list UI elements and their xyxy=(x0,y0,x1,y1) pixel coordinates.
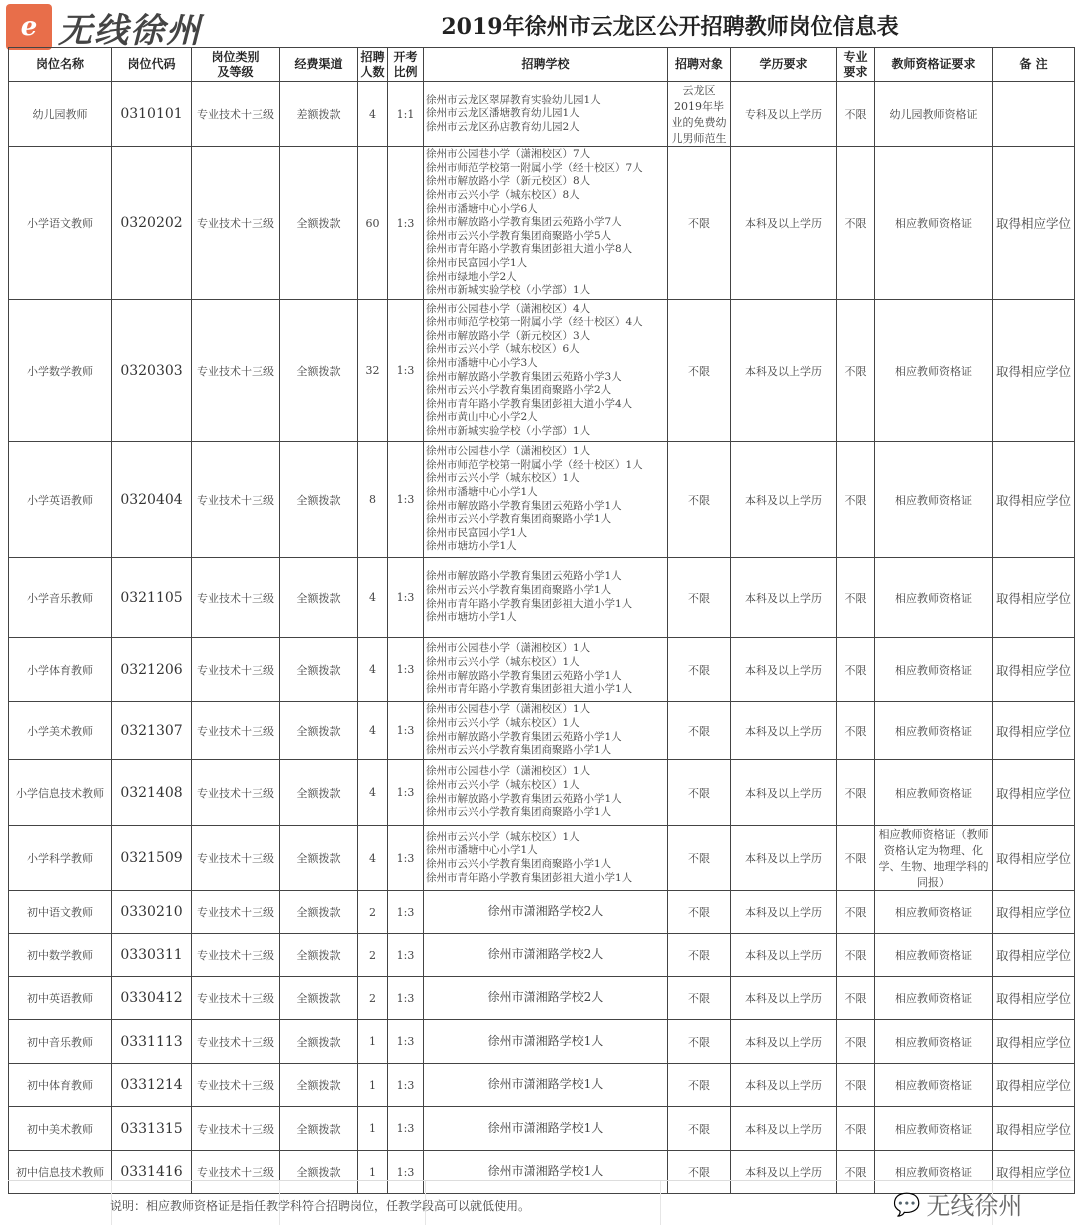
cell-hire-count: 1 xyxy=(358,1151,388,1194)
cell-category: 专业技术十三级 xyxy=(192,638,280,702)
cell-major: 不限 xyxy=(837,300,875,442)
cell-schools xyxy=(424,82,668,147)
cell-position-code: 0320303 xyxy=(112,300,192,442)
cell-target: 云龙区2019年毕业的免费幼儿男师范生 xyxy=(668,82,731,147)
cell-education: 本科及以上学历 xyxy=(731,1064,837,1107)
school-item: 徐州市云兴小学（城东校区）8人 xyxy=(426,189,580,202)
cell-position-name: 小学音乐教师 xyxy=(9,558,112,638)
cell-category: 专业技术十三级 xyxy=(192,82,280,147)
cell-note xyxy=(993,82,1075,147)
school-item: 徐州市云兴小学（城东校区）1人 xyxy=(426,778,580,791)
cell-exam-ratio: 1:3 xyxy=(388,977,424,1020)
cell-schools xyxy=(424,147,668,300)
school-item: 徐州市云兴小学（城东校区）1人 xyxy=(426,830,580,843)
table-row xyxy=(9,300,1075,442)
school-item: 徐州市云兴小学教育集团商聚路小学5人 xyxy=(426,229,612,242)
cell-funding: 全额拨款 xyxy=(280,1020,358,1064)
cell-position-code: 0330412 xyxy=(112,977,192,1020)
cell-schools xyxy=(424,934,668,977)
cell-hire-count: 4 xyxy=(358,638,388,702)
cell-note: 取得相应学位 xyxy=(993,977,1075,1020)
cell-funding: 差额拨款 xyxy=(280,82,358,147)
column-header: 专业 要求 xyxy=(837,48,875,82)
cell-exam-ratio: 1:3 xyxy=(388,1064,424,1107)
cell-funding: 全额拨款 xyxy=(280,826,358,891)
cell-position-code: 0331416 xyxy=(112,1151,192,1194)
cell-position-code: 0331113 xyxy=(112,1020,192,1064)
cell-funding: 全额拨款 xyxy=(280,442,358,558)
cell-position-code: 0330311 xyxy=(112,934,192,977)
cell-major: 不限 xyxy=(837,558,875,638)
cell-certificate: 幼儿园教师资格证 xyxy=(875,82,993,147)
cell-hire-count: 1 xyxy=(358,1107,388,1151)
cell-category: 专业技术十三级 xyxy=(192,1020,280,1064)
cell-education: 本科及以上学历 xyxy=(731,1151,837,1194)
table-row xyxy=(9,1064,1075,1107)
cell-major: 不限 xyxy=(837,1020,875,1064)
school-item: 徐州市潘塘中心小学6人 xyxy=(426,202,538,215)
cell-note: 取得相应学位 xyxy=(993,1064,1075,1107)
cell-exam-ratio: 1:3 xyxy=(388,300,424,442)
cell-major: 不限 xyxy=(837,891,875,934)
cell-schools xyxy=(424,1064,668,1107)
cell-position-name: 小学体育教师 xyxy=(9,638,112,702)
cell-hire-count: 4 xyxy=(358,82,388,147)
cell-note: 取得相应学位 xyxy=(993,891,1075,934)
cell-hire-count: 8 xyxy=(358,442,388,558)
cell-hire-count: 2 xyxy=(358,977,388,1020)
school-item: 徐州市塘坊小学1人 xyxy=(426,611,517,624)
cell-target: 不限 xyxy=(668,760,731,826)
cell-certificate: 相应教师资格证 xyxy=(875,1064,993,1107)
cell-funding: 全额拨款 xyxy=(280,760,358,826)
column-header: 岗位名称 xyxy=(9,48,112,82)
cell-position-name: 初中体育教师 xyxy=(9,1064,112,1107)
cell-target: 不限 xyxy=(668,1064,731,1107)
school-item: 徐州市云龙区孙店教育幼儿园2人 xyxy=(426,120,580,133)
cell-note: 取得相应学位 xyxy=(993,558,1075,638)
cell-education: 本科及以上学历 xyxy=(731,1107,837,1151)
school-item: 徐州市潇湘路学校2人 xyxy=(487,947,604,962)
table-row xyxy=(9,934,1075,977)
cell-schools xyxy=(424,442,668,558)
cell-category: 专业技术十三级 xyxy=(192,147,280,300)
school-item: 徐州市云兴小学（城东校区）1人 xyxy=(426,472,580,485)
page-title: 2019年徐州市云龙区公开招聘教师岗位信息表 xyxy=(441,14,899,40)
cell-exam-ratio: 1:3 xyxy=(388,1020,424,1064)
school-item: 徐州市潇湘路学校1人 xyxy=(487,1033,604,1048)
cell-exam-ratio: 1:3 xyxy=(388,1107,424,1151)
cell-position-code: 0321206 xyxy=(112,638,192,702)
cell-major: 不限 xyxy=(837,1151,875,1194)
cell-hire-count: 1 xyxy=(358,1064,388,1107)
cell-category: 专业技术十三级 xyxy=(192,1107,280,1151)
school-item: 徐州市解放路小学（新元校区）8人 xyxy=(426,175,591,188)
cell-note: 取得相应学位 xyxy=(993,934,1075,977)
cell-exam-ratio: 1:3 xyxy=(388,702,424,760)
cell-category: 专业技术十三级 xyxy=(192,977,280,1020)
cell-target: 不限 xyxy=(668,1020,731,1064)
cell-exam-ratio: 1:3 xyxy=(388,558,424,638)
cell-schools xyxy=(424,702,668,760)
cell-schools xyxy=(424,1020,668,1064)
cell-funding: 全额拨款 xyxy=(280,977,358,1020)
cell-position-code: 0320404 xyxy=(112,442,192,558)
cell-funding: 全额拨款 xyxy=(280,300,358,442)
school-item: 徐州市云兴小学（城东校区）1人 xyxy=(426,716,580,729)
cell-category: 专业技术十三级 xyxy=(192,760,280,826)
cell-target: 不限 xyxy=(668,638,731,702)
logo-icon: e xyxy=(6,4,52,50)
school-item: 徐州市解放路小学（新元校区）3人 xyxy=(426,329,591,342)
school-item: 徐州市云兴小学教育集团商聚路小学1人 xyxy=(426,583,612,596)
school-item: 徐州市公园巷小学（潇湘校区）1人 xyxy=(426,703,591,716)
cell-education: 本科及以上学历 xyxy=(731,934,837,977)
cell-funding: 全额拨款 xyxy=(280,702,358,760)
column-header: 岗位类别 及等级 xyxy=(192,48,280,82)
cell-major: 不限 xyxy=(837,638,875,702)
cell-schools xyxy=(424,300,668,442)
school-item: 徐州市解放路小学教育集团云苑路小学1人 xyxy=(426,792,622,805)
cell-exam-ratio: 1:3 xyxy=(388,826,424,891)
cell-certificate: 相应教师资格证 xyxy=(875,702,993,760)
cell-education: 本科及以上学历 xyxy=(731,760,837,826)
school-item: 徐州市潘塘中心小学1人 xyxy=(426,485,538,498)
cell-education: 本科及以上学历 xyxy=(731,558,837,638)
cell-certificate: 相应教师资格证 xyxy=(875,1151,993,1194)
school-item: 徐州市云兴小学教育集团商聚路小学1人 xyxy=(426,513,612,526)
school-item: 徐州市师范学校第一附属小学（经十校区）1人 xyxy=(426,458,643,471)
cell-major: 不限 xyxy=(837,82,875,147)
cell-category: 专业技术十三级 xyxy=(192,702,280,760)
cell-position-code: 0331214 xyxy=(112,1064,192,1107)
cell-hire-count: 4 xyxy=(358,558,388,638)
cell-position-name: 小学英语教师 xyxy=(9,442,112,558)
cell-category: 专业技术十三级 xyxy=(192,1151,280,1194)
cell-education: 本科及以上学历 xyxy=(731,638,837,702)
cell-education: 本科及以上学历 xyxy=(731,300,837,442)
school-item: 徐州市云兴小学教育集团商聚路小学1人 xyxy=(426,806,612,819)
cell-education: 本科及以上学历 xyxy=(731,891,837,934)
column-header: 学历要求 xyxy=(731,48,837,82)
wechat-icon: 💬 xyxy=(893,1193,921,1218)
cell-major: 不限 xyxy=(837,442,875,558)
cell-position-name: 初中英语教师 xyxy=(9,977,112,1020)
cell-note: 取得相应学位 xyxy=(993,1107,1075,1151)
school-item: 徐州市云兴小学教育集团商聚路小学1人 xyxy=(426,744,612,757)
cell-exam-ratio: 1:3 xyxy=(388,891,424,934)
logo-text: 无线徐州 xyxy=(58,10,202,51)
cell-certificate: 相应教师资格证 xyxy=(875,1107,993,1151)
school-item: 徐州市潇湘路学校2人 xyxy=(487,904,604,919)
cell-certificate: 相应教师资格证 xyxy=(875,300,993,442)
cell-position-code: 0321105 xyxy=(112,558,192,638)
cell-certificate: 相应教师资格证 xyxy=(875,977,993,1020)
cell-target: 不限 xyxy=(668,934,731,977)
cell-education: 本科及以上学历 xyxy=(731,442,837,558)
school-item: 徐州市青年路小学教育集团彭祖大道小学8人 xyxy=(426,243,633,256)
cell-category: 专业技术十三级 xyxy=(192,826,280,891)
column-header: 开考 比例 xyxy=(388,48,424,82)
cell-note: 取得相应学位 xyxy=(993,638,1075,702)
cell-funding: 全额拨款 xyxy=(280,147,358,300)
cell-exam-ratio: 1:3 xyxy=(388,638,424,702)
school-item: 徐州市潘塘中心小学1人 xyxy=(426,844,538,857)
school-item: 徐州市新城实验学校（小学部）1人 xyxy=(426,284,591,297)
school-item: 徐州市云兴小学教育集团商聚路小学2人 xyxy=(426,384,612,397)
cell-note: 取得相应学位 xyxy=(993,760,1075,826)
cell-position-code: 0320202 xyxy=(112,147,192,300)
school-item: 徐州市民富园小学1人 xyxy=(426,526,528,539)
table-row xyxy=(9,147,1075,300)
cell-funding: 全额拨款 xyxy=(280,934,358,977)
cell-target: 不限 xyxy=(668,558,731,638)
cell-note: 取得相应学位 xyxy=(993,1151,1075,1194)
school-item: 徐州市民富园小学1人 xyxy=(426,256,528,269)
school-item: 徐州市解放路小学教育集团云苑路小学1人 xyxy=(426,499,622,512)
cell-major: 不限 xyxy=(837,934,875,977)
school-item: 徐州市潘塘中心小学3人 xyxy=(426,356,538,369)
cell-schools xyxy=(424,638,668,702)
cell-hire-count: 4 xyxy=(358,702,388,760)
cell-education: 本科及以上学历 xyxy=(731,147,837,300)
cell-category: 专业技术十三级 xyxy=(192,558,280,638)
cell-position-name: 小学科学教师 xyxy=(9,826,112,891)
cell-major: 不限 xyxy=(837,147,875,300)
cell-education: 本科及以上学历 xyxy=(731,702,837,760)
cell-certificate: 相应教师资格证 xyxy=(875,934,993,977)
cell-certificate: 相应教师资格证 xyxy=(875,1020,993,1064)
cell-certificate: 相应教师资格证 xyxy=(875,442,993,558)
cell-category: 专业技术十三级 xyxy=(192,442,280,558)
school-item: 徐州市黄山中心小学2人 xyxy=(426,411,538,424)
cell-category: 专业技术十三级 xyxy=(192,934,280,977)
cell-position-name: 小学信息技术教师 xyxy=(9,760,112,826)
cell-target: 不限 xyxy=(668,147,731,300)
school-item: 徐州市云兴小学教育集团商聚路小学1人 xyxy=(426,858,612,870)
positions-table xyxy=(8,47,1075,1194)
school-item: 徐州市潇湘路学校2人 xyxy=(487,990,604,1005)
school-item: 徐州市解放路小学教育集团云苑路小学1人 xyxy=(426,570,622,583)
cell-schools xyxy=(424,558,668,638)
footer-note: 说明：相应教师资格证是指任教学科符合招聘岗位，任教学段高可以就低使用。 xyxy=(110,1199,531,1213)
school-item: 徐州市青年路小学教育集团彭祖大道小学4人 xyxy=(426,397,633,410)
cell-certificate: 相应教师资格证（教师资格认定为物理、化学、生物、地理学科的同报） xyxy=(875,826,993,891)
table-row xyxy=(9,82,1075,147)
cell-major: 不限 xyxy=(837,1107,875,1151)
school-item: 徐州市云兴小学（城东校区）6人 xyxy=(426,343,580,356)
cell-exam-ratio: 1:3 xyxy=(388,442,424,558)
cell-hire-count: 60 xyxy=(358,147,388,300)
cell-note: 取得相应学位 xyxy=(993,1020,1075,1064)
cell-hire-count: 32 xyxy=(358,300,388,442)
cell-major: 不限 xyxy=(837,826,875,891)
cell-hire-count: 2 xyxy=(358,934,388,977)
cell-exam-ratio: 1:3 xyxy=(388,934,424,977)
school-item: 徐州市公园巷小学（潇湘校区）7人 xyxy=(426,148,591,161)
cell-funding: 全额拨款 xyxy=(280,1064,358,1107)
cell-position-name: 小学美术教师 xyxy=(9,702,112,760)
table-row xyxy=(9,891,1075,934)
cell-position-code: 0330210 xyxy=(112,891,192,934)
cell-education: 本科及以上学历 xyxy=(731,826,837,891)
table-row xyxy=(9,1107,1075,1151)
cell-target: 不限 xyxy=(668,442,731,558)
column-header: 招聘对象 xyxy=(668,48,731,82)
column-header: 招聘学校 xyxy=(424,48,668,82)
watermark-text: 无线徐州 xyxy=(926,1192,1023,1220)
cell-position-code: 0321408 xyxy=(112,760,192,826)
column-header: 招聘 人数 xyxy=(358,48,388,82)
school-item: 徐州市解放路小学教育集团云苑路小学1人 xyxy=(426,669,622,682)
cell-certificate: 相应教师资格证 xyxy=(875,638,993,702)
table-row xyxy=(9,558,1075,638)
cell-education: 专科及以上学历 xyxy=(731,82,837,147)
cell-category: 专业技术十三级 xyxy=(192,891,280,934)
cell-schools xyxy=(424,891,668,934)
cell-certificate: 相应教师资格证 xyxy=(875,891,993,934)
cell-major: 不限 xyxy=(837,702,875,760)
school-item: 徐州市青年路小学教育集团彭祖大道小学1人 xyxy=(426,683,633,696)
cell-note: 取得相应学位 xyxy=(993,442,1075,558)
column-header: 经费渠道 xyxy=(280,48,358,82)
table-row xyxy=(9,977,1075,1020)
column-header: 教师资格证要求 xyxy=(875,48,993,82)
cell-target: 不限 xyxy=(668,826,731,891)
cell-funding: 全额拨款 xyxy=(280,1151,358,1194)
cell-funding: 全额拨款 xyxy=(280,891,358,934)
school-item: 徐州市潇湘路学校1人 xyxy=(487,1120,604,1135)
cell-position-code: 0331315 xyxy=(112,1107,192,1151)
table-header-row xyxy=(9,48,1075,82)
cell-position-code: 0310101 xyxy=(112,82,192,147)
cell-funding: 全额拨款 xyxy=(280,558,358,638)
cell-position-name: 初中音乐教师 xyxy=(9,1020,112,1064)
school-item: 徐州市师范学校第一附属小学（经十校区）7人 xyxy=(426,161,643,174)
cell-position-name: 幼儿园教师 xyxy=(9,82,112,147)
cell-note: 取得相应学位 xyxy=(993,826,1075,891)
cell-education: 本科及以上学历 xyxy=(731,977,837,1020)
school-item: 徐州市云龙区翠屏教育实验幼儿园1人 xyxy=(426,93,601,106)
school-item: 徐州市师范学校第一附属小学（经十校区）4人 xyxy=(426,316,643,329)
cell-position-code: 0321509 xyxy=(112,826,192,891)
school-item: 徐州市潇湘路学校1人 xyxy=(487,1077,604,1092)
cell-target: 不限 xyxy=(668,300,731,442)
table-row xyxy=(9,638,1075,702)
cell-schools xyxy=(424,760,668,826)
school-item: 徐州市潇湘路学校1人 xyxy=(487,1164,604,1179)
cell-major: 不限 xyxy=(837,1064,875,1107)
cell-hire-count: 2 xyxy=(358,891,388,934)
watermark xyxy=(893,1192,1022,1220)
cell-target: 不限 xyxy=(668,1151,731,1194)
cell-exam-ratio: 1:3 xyxy=(388,760,424,826)
cell-position-name: 小学语文教师 xyxy=(9,147,112,300)
school-item: 徐州市绿地小学2人 xyxy=(426,270,517,283)
cell-funding: 全额拨款 xyxy=(280,638,358,702)
school-item: 徐州市青年路小学教育集团彭祖大道小学1人 xyxy=(426,597,633,610)
cell-position-name: 初中语文教师 xyxy=(9,891,112,934)
school-item: 徐州市公园巷小学（潇湘校区）4人 xyxy=(426,302,591,315)
school-item: 徐州市解放路小学教育集团云苑路小学3人 xyxy=(426,370,622,383)
cell-major: 不限 xyxy=(837,977,875,1020)
school-item: 徐州市解放路小学教育集团云苑路小学7人 xyxy=(426,216,622,229)
cell-schools xyxy=(424,826,668,891)
cell-schools xyxy=(424,977,668,1020)
cell-hire-count: 4 xyxy=(358,760,388,826)
cell-position-name: 初中美术教师 xyxy=(9,1107,112,1151)
school-item: 徐州市公园巷小学（潇湘校区）1人 xyxy=(426,765,591,778)
cell-certificate: 相应教师资格证 xyxy=(875,558,993,638)
cell-hire-count: 1 xyxy=(358,1020,388,1064)
school-item: 徐州市新城实验学校（小学部）1人 xyxy=(426,424,591,437)
cell-major: 不限 xyxy=(837,760,875,826)
cell-note: 取得相应学位 xyxy=(993,147,1075,300)
cell-target: 不限 xyxy=(668,702,731,760)
cell-target: 不限 xyxy=(668,977,731,1020)
cell-exam-ratio: 1:3 xyxy=(388,1151,424,1194)
column-header: 岗位代码 xyxy=(112,48,192,82)
table-row xyxy=(9,826,1075,891)
cell-hire-count: 4 xyxy=(358,826,388,891)
cell-note: 取得相应学位 xyxy=(993,300,1075,442)
cell-target: 不限 xyxy=(668,891,731,934)
school-item: 徐州市塘坊小学1人 xyxy=(426,540,517,553)
cell-position-name: 初中信息技术教师 xyxy=(9,1151,112,1194)
cell-certificate: 相应教师资格证 xyxy=(875,147,993,300)
table-row xyxy=(9,760,1075,826)
column-header: 备 注 xyxy=(993,48,1075,82)
school-item: 徐州市云龙区潘塘教育幼儿园1人 xyxy=(426,107,580,120)
school-item: 徐州市公园巷小学（潇湘校区）1人 xyxy=(426,642,591,655)
cell-position-name: 小学数学教师 xyxy=(9,300,112,442)
school-item: 徐州市公园巷小学（潇湘校区）1人 xyxy=(426,445,591,458)
cell-category: 专业技术十三级 xyxy=(192,1064,280,1107)
cell-certificate: 相应教师资格证 xyxy=(875,760,993,826)
school-item: 徐州市云兴小学（城东校区）1人 xyxy=(426,655,580,668)
cell-education: 本科及以上学历 xyxy=(731,1020,837,1064)
cell-exam-ratio: 1:1 xyxy=(388,82,424,147)
table-row xyxy=(9,1020,1075,1064)
cell-funding: 全额拨款 xyxy=(280,1107,358,1151)
table-row xyxy=(9,442,1075,558)
table-row xyxy=(9,702,1075,760)
cell-exam-ratio: 1:3 xyxy=(388,147,424,300)
cell-position-code: 0321307 xyxy=(112,702,192,760)
cell-category: 专业技术十三级 xyxy=(192,300,280,442)
cell-target: 不限 xyxy=(668,1107,731,1151)
logo xyxy=(6,4,256,50)
school-item: 徐州市青年路小学教育集团彭祖大道小学1人 xyxy=(426,871,633,884)
cell-position-name: 初中数学教师 xyxy=(9,934,112,977)
cell-schools xyxy=(424,1107,668,1151)
school-item: 徐州市解放路小学教育集团云苑路小学1人 xyxy=(426,730,622,743)
cell-note: 取得相应学位 xyxy=(993,702,1075,760)
